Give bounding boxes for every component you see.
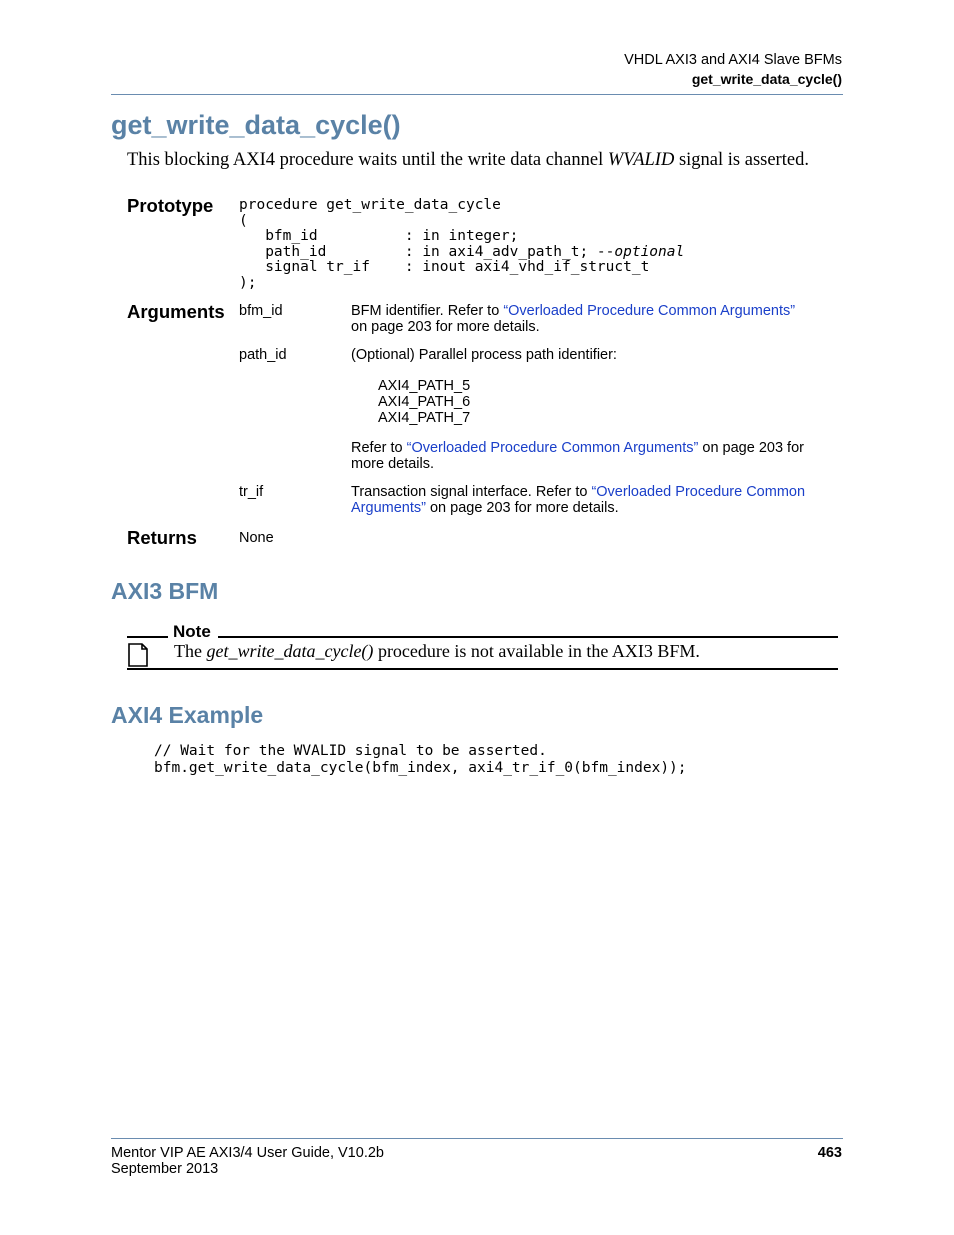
arg-name-bfm-id: bfm_id <box>239 303 283 319</box>
path-value-5: AXI4_PATH_5 <box>378 378 471 394</box>
link-overloaded-args-3b[interactable]: Arguments” <box>351 500 426 516</box>
example-code <box>154 743 687 777</box>
arg-name-tr-if: tr_if <box>239 484 264 500</box>
returns-value: None <box>239 530 274 546</box>
note-rule-right <box>218 636 838 638</box>
intro-text-after: signal is asserted. <box>674 150 809 170</box>
note-rule-left <box>127 636 168 638</box>
example-code-line-1: // Wait for the WVALID signal to be asserted. <box>154 743 547 759</box>
arg-desc-tr-if <box>351 484 843 516</box>
note-rule-bottom <box>127 668 838 670</box>
prototype-label: Prototype <box>127 195 214 216</box>
section-heading-axi4-example: AXI4 Example <box>111 702 264 728</box>
tr-if-desc-pre: Transaction signal interface. Refer to <box>351 484 592 500</box>
arg-desc-path-id: (Optional) Parallel process path identifier: <box>351 347 617 363</box>
footer-rule <box>111 1138 843 1139</box>
prototype-line-3: bfm_id : in integer; <box>239 228 519 245</box>
prototype-code <box>239 198 684 292</box>
prototype-line-6: ); <box>239 274 257 291</box>
prototype-line-4 <box>239 245 684 261</box>
arg-desc-path-id-ref <box>351 440 843 472</box>
arg-desc-bfm-id <box>351 303 843 335</box>
arguments-label: Arguments <box>127 301 225 322</box>
link-overloaded-args-3a[interactable]: “Overloaded Procedure Common <box>591 484 806 500</box>
arg-desc-bfm-id-post: on page 203 for more details. <box>351 319 540 335</box>
note-text-after: procedure is not available in the AXI3 BFM. <box>373 641 700 661</box>
arg-name-path-id: path_id <box>239 347 287 363</box>
note-text <box>174 641 700 662</box>
prototype-line-2: ( <box>239 212 248 229</box>
prototype-line-1: procedure get_write_data_cycle <box>239 197 501 213</box>
example-code-line-2: bfm.get_write_data_cycle(bfm_index, axi4_tr_if_0(bfm_index)); <box>154 760 687 776</box>
link-overloaded-args-1[interactable]: “Overloaded Procedure Common Arguments” <box>503 303 796 319</box>
prototype-line-4-code: path_id : in axi4_adv_path_t; -- <box>239 243 615 260</box>
path-id-ref-post-b: more details. <box>351 456 435 472</box>
link-overloaded-args-2[interactable]: “Overloaded Procedure Common Arguments” <box>406 440 699 456</box>
note-text-before: The <box>174 641 207 661</box>
tr-if-desc-post: on page 203 for more details. <box>425 500 619 516</box>
running-header-section: VHDL AXI3 and AXI4 Slave BFMs <box>624 52 842 68</box>
path-value-6: AXI4_PATH_6 <box>378 394 471 410</box>
returns-label: Returns <box>127 527 197 548</box>
section-heading-axi3: AXI3 BFM <box>111 578 219 604</box>
intro-text-before: This blocking AXI4 procedure waits until the write data channel <box>127 150 608 170</box>
running-header-topic: get_write_data_cycle() <box>691 71 842 87</box>
page-title: get_write_data_cycle() <box>111 110 401 140</box>
note-document-icon <box>128 643 148 667</box>
note-label: Note <box>173 622 211 641</box>
header-rule <box>111 94 843 95</box>
footer-guide-title: Mentor VIP AE AXI3/4 User Guide, V10.2b <box>111 1145 384 1161</box>
path-id-ref-pre: Refer to <box>351 440 407 456</box>
path-id-ref-post-a: on page 203 for <box>698 440 804 456</box>
prototype-line-4-comment: optional <box>614 243 685 260</box>
intro-signal-name: WVALID <box>607 150 675 170</box>
arg-desc-bfm-id-text: BFM identifier. Refer to <box>351 303 504 319</box>
page-number: 463 <box>817 1145 842 1161</box>
path-id-values <box>378 378 470 426</box>
footer-date: September 2013 <box>111 1161 219 1177</box>
path-value-7: AXI4_PATH_7 <box>378 410 471 426</box>
prototype-line-5: signal tr_if : inout axi4_vhd_if_struct_t <box>239 259 650 276</box>
note-procedure-name: get_write_data_cycle() <box>206 641 374 661</box>
intro-paragraph <box>127 150 809 171</box>
